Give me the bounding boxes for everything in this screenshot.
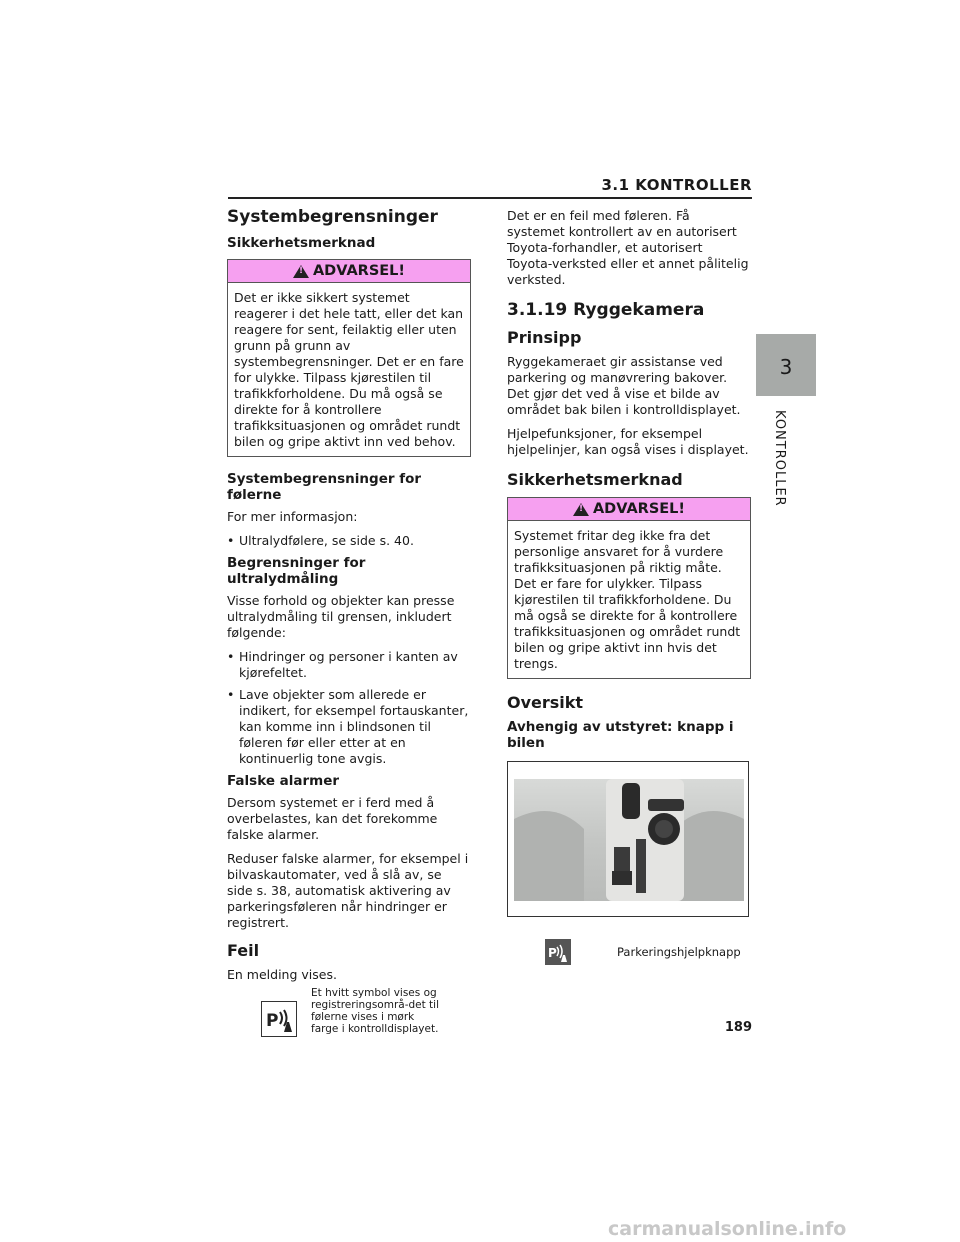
heading-oversikt: Oversikt xyxy=(507,693,584,712)
parking-assist-icon xyxy=(545,939,571,965)
paragraph-prinsipp-2: Hjelpefunksjoner, for eksempel hjelpelinjer, kan også vises i displayet. xyxy=(507,426,749,457)
section-header: 3.1 KONTROLLER xyxy=(601,176,752,194)
heading-systembegrensninger: Systembegrensninger xyxy=(227,207,438,227)
warning-icon xyxy=(573,503,589,516)
paragraph-prinsipp-1: Ryggekameraet gir assistanse ved parkering og manøvrering bakover. Det gjør det ved å vise et bilde av området bak bilen i kontrolldisplayet. xyxy=(507,354,741,417)
chapter-label: KONTROLLER xyxy=(772,410,787,507)
heading-avhengig: Avhengig av utstyret: knapp i bilen xyxy=(507,719,734,751)
symbol-description: Et hvitt symbol vises og registreringsområ-det til følerne vises i mørk farge i kontrolldisplayet. xyxy=(311,987,440,1035)
heading-sikkerhetsmerknad: Sikkerhetsmerknad xyxy=(227,235,376,251)
header-rule xyxy=(228,197,752,199)
heading-falske-alarmer: Falske alarmer xyxy=(227,773,340,789)
heading-ryggekamera: 3.1.19 Ryggekamera xyxy=(507,300,705,320)
list-item: • Hindringer og personer i kanten av kjørefeltet. xyxy=(227,649,471,681)
list-item: • Lave objekter som allerede er indikert, for eksempel fortauskanter, kan komme inn i blindsonen til føleren før eller etter at en kontinuerlig tone avgis. xyxy=(227,687,471,767)
left-column xyxy=(227,207,471,1037)
paragraph-feil-2: Det er en feil med føleren. Få systemet kontrollert av en autorisert Toyota-forhandler, et autorisert Toyota-verksted eller et annet pålitelig verksted. xyxy=(507,208,749,287)
paragraph-falske-2: Reduser falske alarmer, for eksempel i bilvaskautomater, ved å slå av, se side s. 38, automatisk aktivering av parkeringsføleren når hindringer er registrert. xyxy=(227,851,469,930)
warning-text: Systemet fritar deg ikke fra det personlige ansvaret for å vurdere trafikksituasjonen på riktig måte. Det er fare for ulykker. Tilpass kjørestilen til trafikkforholdene. Du må også se direkte for å kontrollere trafikksituasjonen og området rundt bilen og gripe aktivt inn hvis det trengs. xyxy=(514,528,741,671)
park-button-row xyxy=(507,939,751,965)
warning-box xyxy=(507,497,751,679)
heading-prinsipp: Prinsipp xyxy=(507,328,582,347)
chapter-number: 3 xyxy=(779,355,793,379)
heading-sikkerhetsmerknad-2: Sikkerhetsmerknad xyxy=(507,470,683,489)
warning-box xyxy=(227,259,471,457)
list-item: • Ultralydfølere, se side s. 40. xyxy=(227,533,471,549)
warning-title: ADVARSEL! xyxy=(312,263,406,279)
console-image xyxy=(514,779,744,901)
warning-header xyxy=(228,260,470,283)
right-column xyxy=(507,208,751,965)
warning-icon xyxy=(293,265,309,278)
page-number: 189 xyxy=(724,1020,752,1035)
warning-title: ADVARSEL! xyxy=(592,501,686,517)
warning-header xyxy=(508,498,750,521)
console-photo xyxy=(507,761,749,917)
heading-feil: Feil xyxy=(227,941,260,960)
park-button-label: Parkeringshjelpknapp xyxy=(617,945,741,959)
paragraph-feil: En melding vises. xyxy=(227,967,337,982)
parking-sensor-icon xyxy=(261,1001,297,1037)
paragraph-ultralyd: Visse forhold og objekter kan presse ultralydmåling til grensen, inkludert følgende: xyxy=(227,593,455,640)
paragraph-falske-1: Dersom systemet er i ferd med å overbelastes, kan det forekomme falske alarmer. xyxy=(227,795,438,842)
svg-text:P: P xyxy=(266,1011,279,1031)
warning-text: Det er ikke sikkert systemet reagerer i det hele tatt, eller det kan reagere for sent, feilaktig eller uten grunn på grunn av systembegrensninger. Det er en fare for ulykke. Tilpass kjørestilen til trafikkforholdene. Du må også se direkte for å kontrollere trafikksituasjonen og området rundt bilen og gripe aktivt inn ved behov. xyxy=(234,290,464,449)
heading-folerne: Systembegrensninger for følerne xyxy=(227,471,422,503)
symbol-row xyxy=(227,987,471,1037)
footer-watermark: carmanualsonline.info xyxy=(608,1218,847,1240)
svg-text:P: P xyxy=(548,946,557,960)
paragraph-info: For mer informasjon: xyxy=(227,509,358,524)
heading-ultralyd: Begrensninger for ultralydmåling xyxy=(227,555,366,587)
